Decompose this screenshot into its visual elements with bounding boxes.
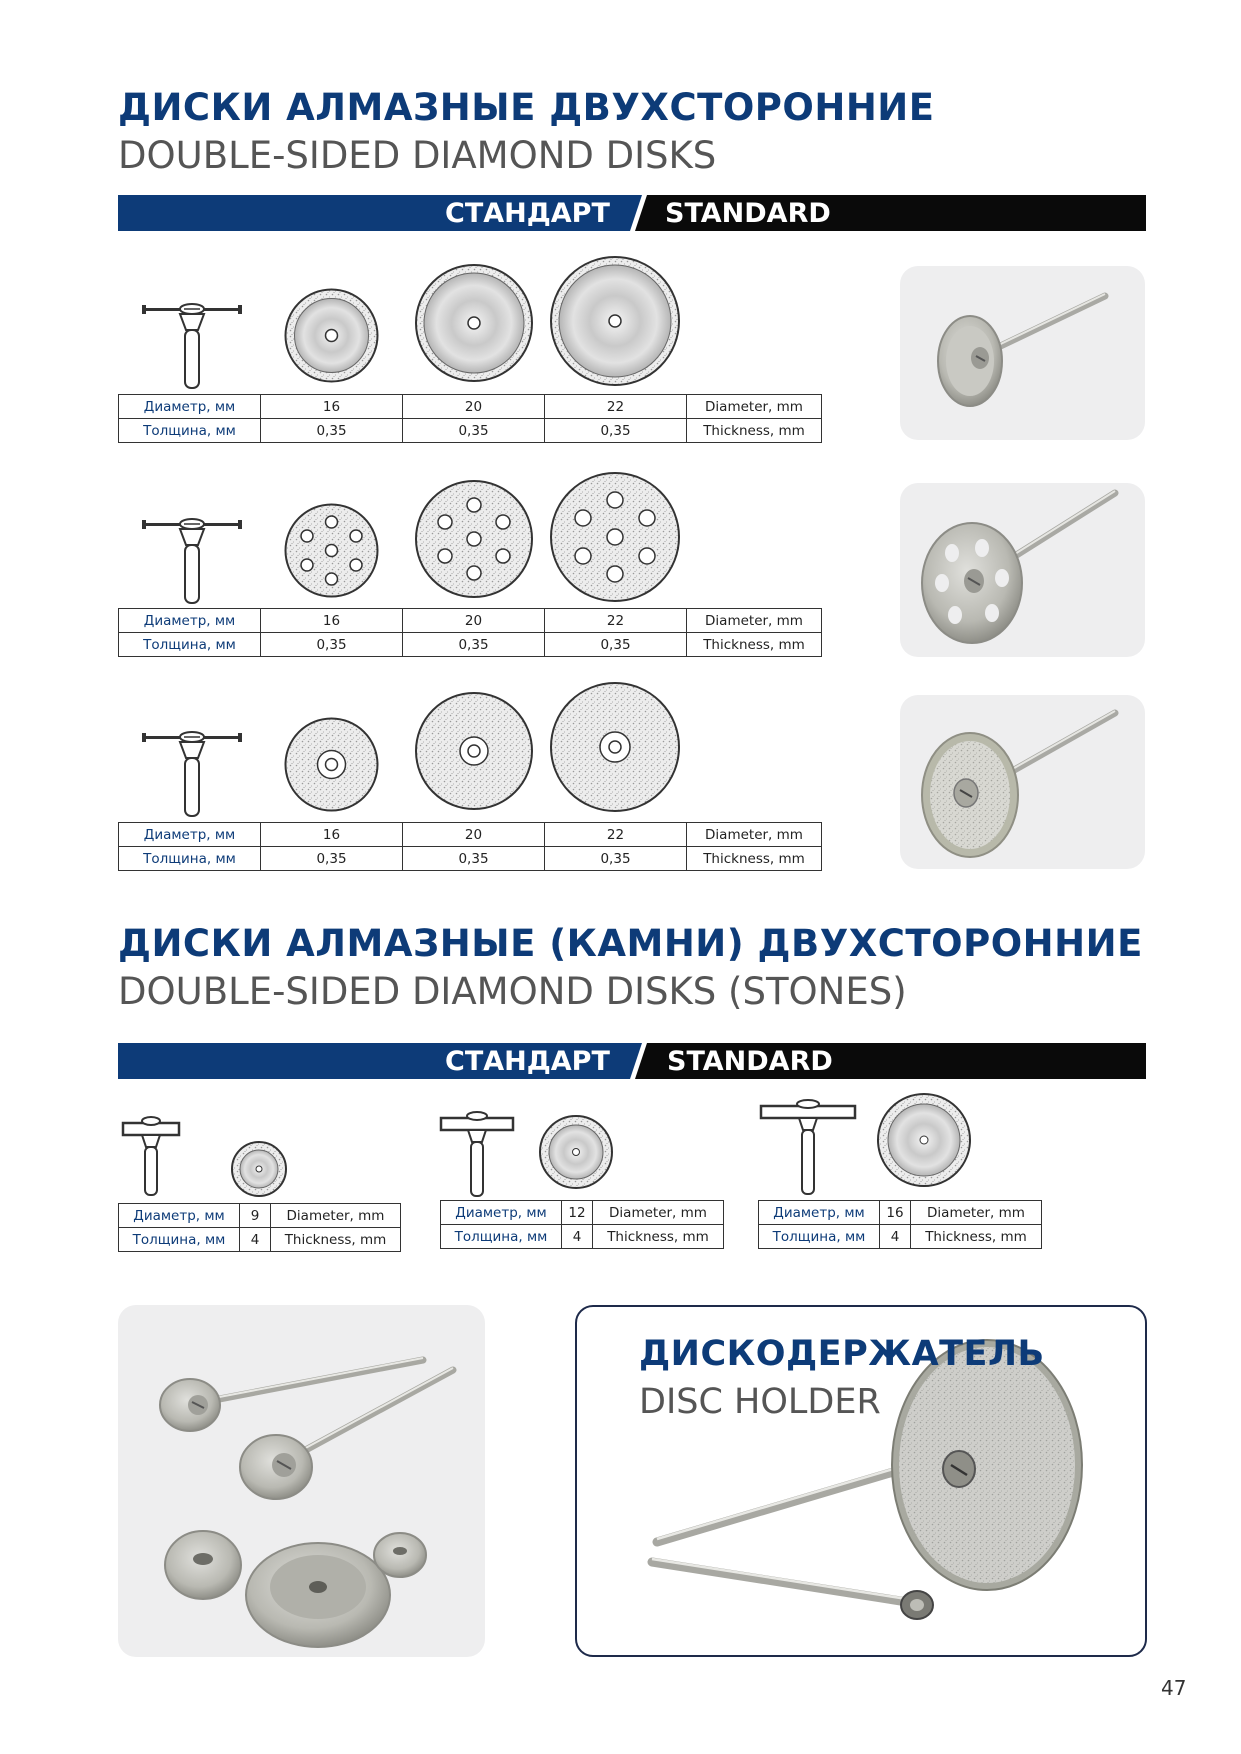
disk-22-solid xyxy=(548,254,682,388)
diameter-value: 22 xyxy=(545,609,687,633)
thickness-value: 4 xyxy=(880,1225,911,1249)
thickness-value: 0,35 xyxy=(545,419,687,443)
photo-sintered-disk-image xyxy=(900,695,1145,869)
stone-spec-table-16 xyxy=(758,1200,1042,1249)
stone-disk-16 xyxy=(876,1092,972,1188)
photo-perforated-disk-image xyxy=(900,483,1145,657)
band-label-ru: СТАНДАРТ xyxy=(445,198,610,229)
label-thickness-en: Thickness, mm xyxy=(593,1225,724,1249)
label-diameter-en: Diameter, mm xyxy=(687,609,822,633)
diameter-value: 16 xyxy=(261,395,403,419)
label-diameter-en: Diameter, mm xyxy=(271,1204,401,1228)
thickness-value: 0,35 xyxy=(545,847,687,871)
photo-diamond-stones xyxy=(118,1305,485,1657)
photo-solid-disk-image xyxy=(900,266,1145,440)
section1-standard-band xyxy=(118,195,1146,231)
band-label-en: STANDARD xyxy=(665,198,831,229)
diameter-value: 20 xyxy=(403,823,545,847)
disk-20-perforated xyxy=(413,478,535,600)
label-diameter-ru: Диаметр, мм xyxy=(119,395,261,419)
section2-title-en: DOUBLE-SIDED DIAMOND DISKS (STONES) xyxy=(118,970,907,1013)
spec-table-row2 xyxy=(118,608,822,657)
photo-diamond-stones-image xyxy=(118,1305,485,1657)
stone-mandrel-icon xyxy=(120,1115,186,1197)
disk-20-solid xyxy=(413,262,535,384)
label-diameter-ru: Диаметр, мм xyxy=(441,1201,562,1225)
spec-table-row3 xyxy=(118,822,822,871)
thickness-value: 0,35 xyxy=(261,419,403,443)
label-thickness-en: Thickness, mm xyxy=(271,1228,401,1252)
stone-spec-table-9 xyxy=(118,1203,401,1252)
label-diameter-en: Diameter, mm xyxy=(687,395,822,419)
photo-perforated-disk xyxy=(900,483,1145,657)
thickness-value: 0,35 xyxy=(261,847,403,871)
label-thickness-ru: Толщина, мм xyxy=(441,1225,562,1249)
thickness-value: 4 xyxy=(562,1225,593,1249)
label-thickness-ru: Толщина, мм xyxy=(119,633,261,657)
label-thickness-en: Thickness, mm xyxy=(687,847,822,871)
label-thickness-en: Thickness, mm xyxy=(687,633,822,657)
diameter-value: 20 xyxy=(403,609,545,633)
diameter-value: 12 xyxy=(562,1201,593,1225)
label-diameter-en: Diameter, mm xyxy=(911,1201,1042,1225)
stone-disk-9 xyxy=(230,1140,288,1198)
photo-solid-disk xyxy=(900,266,1145,440)
label-diameter-en: Diameter, mm xyxy=(687,823,822,847)
disk-22-perforated xyxy=(548,470,682,604)
disk-16-solid xyxy=(283,287,380,384)
spec-table-row1 xyxy=(118,394,822,443)
thickness-value: 4 xyxy=(240,1228,271,1252)
label-diameter-ru: Диаметр, мм xyxy=(119,823,261,847)
label-thickness-en: Thickness, mm xyxy=(687,419,822,443)
stone-disk-12 xyxy=(538,1114,614,1190)
label-diameter-ru: Диаметр, мм xyxy=(759,1201,880,1225)
mandrel-icon xyxy=(140,290,250,390)
stone-spec-table-12 xyxy=(440,1200,724,1249)
page-number: 47 xyxy=(1161,1676,1187,1700)
label-diameter-ru: Диаметр, мм xyxy=(119,1204,240,1228)
thickness-value: 0,35 xyxy=(403,419,545,443)
mandrel-icon xyxy=(140,718,250,818)
section2-standard-band xyxy=(118,1043,1146,1079)
diameter-value: 9 xyxy=(240,1204,271,1228)
thickness-value: 0,35 xyxy=(261,633,403,657)
thickness-value: 0,35 xyxy=(545,633,687,657)
label-thickness-ru: Толщина, мм xyxy=(119,847,261,871)
label-diameter-ru: Диаметр, мм xyxy=(119,609,261,633)
disk-20-sintered xyxy=(413,690,535,812)
section2-title-ru: ДИСКИ АЛМАЗНЫЕ (КАМНИ) ДВУХСТОРОННИЕ xyxy=(118,922,1143,965)
band-shape xyxy=(118,195,1146,231)
disc-holder-title-ru: ДИСКОДЕРЖАТЕЛЬ xyxy=(639,1334,1045,1374)
section1-title-en: DOUBLE-SIDED DIAMOND DISKS xyxy=(118,134,717,177)
disk-16-perforated xyxy=(283,502,380,599)
label-thickness-ru: Толщина, мм xyxy=(119,1228,240,1252)
diameter-value: 16 xyxy=(261,609,403,633)
label-thickness-en: Thickness, mm xyxy=(911,1225,1042,1249)
diameter-value: 22 xyxy=(545,395,687,419)
disc-holder-title-en: DISC HOLDER xyxy=(639,1382,881,1422)
disc-holder-panel xyxy=(575,1305,1147,1657)
disk-22-sintered xyxy=(548,680,682,814)
stone-mandrel-icon xyxy=(438,1110,518,1200)
band-shape xyxy=(118,1043,1146,1079)
diameter-value: 16 xyxy=(880,1201,911,1225)
label-diameter-en: Diameter, mm xyxy=(593,1201,724,1225)
diameter-value: 22 xyxy=(545,823,687,847)
mandrel-icon xyxy=(140,505,250,605)
photo-sintered-disk xyxy=(900,695,1145,869)
label-thickness-ru: Толщина, мм xyxy=(759,1225,880,1249)
thickness-value: 0,35 xyxy=(403,633,545,657)
diameter-value: 16 xyxy=(261,823,403,847)
band-label-ru: СТАНДАРТ xyxy=(445,1046,610,1077)
section1-title-ru: ДИСКИ АЛМАЗНЫЕ ДВУХСТОРОННИЕ xyxy=(118,86,935,129)
thickness-value: 0,35 xyxy=(403,847,545,871)
label-thickness-ru: Толщина, мм xyxy=(119,419,261,443)
diameter-value: 20 xyxy=(403,395,545,419)
band-label-en: STANDARD xyxy=(667,1046,833,1077)
stone-mandrel-icon xyxy=(758,1098,858,1198)
disk-16-sintered xyxy=(283,716,380,813)
